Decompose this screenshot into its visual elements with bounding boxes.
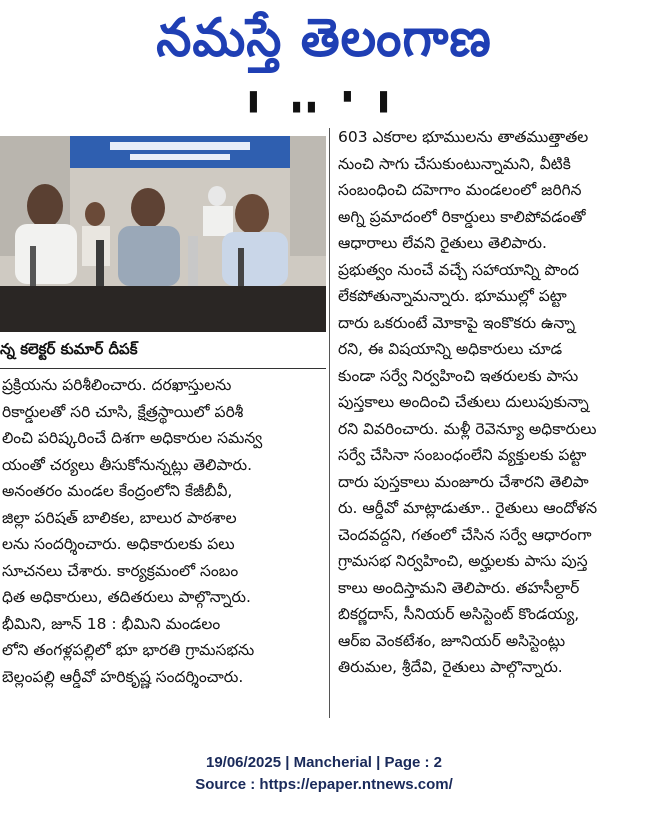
article-line: పుస్తకాలు అందించి చేతులు దులుపుకున్నా	[338, 393, 589, 411]
article-line: అనంతరం మండల కేంద్రంలోని కేజీబీవీ,	[2, 482, 233, 500]
article-line: లను సందర్శించారు. అధికారులకు పలు	[2, 535, 235, 553]
page-footer	[0, 752, 648, 796]
article-line: దారు ఒకరుంటే మోకాపై ఇంకొకరు ఉన్నా	[338, 313, 576, 332]
article-line: సర్వే చేసినా సంబంధంలేని వ్యక్తులకు పట్టా	[338, 446, 587, 464]
article-line: లోని తంగళ్లపల్లిలో భూ భారతి గ్రామసభను	[2, 641, 255, 659]
officials-meeting-image	[0, 136, 326, 332]
article-line: తిరుమల, శ్రీదేవి, రైతులు పాల్గొన్నారు.	[338, 658, 563, 676]
article-line: రు. ఆర్డీవో మాట్లాడుతూ.. రైతులు ఆందోళన	[338, 499, 598, 517]
article-line: ధిత అధికారులు, తదితరులు పాల్గొన్నారు.	[2, 588, 251, 606]
article-line: కాలు అందిస్తామని తెలిపారు. తహసీల్దార్	[338, 578, 580, 597]
article-line: ఆధారాలు లేవని రైతులు తెలిపారు.	[338, 234, 547, 252]
article-line: చెందవద్దని, గతంలో చేసిన సర్వే ఆధారంగా	[338, 525, 592, 544]
article-line: యంతో చర్యలు తీసుకోనున్నట్లు తెలిపారు.	[2, 455, 253, 474]
article-line: నుంచి సాగు చేసుకుంటున్నామని, వీటికి	[338, 154, 571, 173]
article-line: లేకపోతున్నామన్నారు. భూముల్లో పట్టా	[338, 287, 567, 305]
photo-caption: న్న కలెక్టర్ కుమార్ దీపక్	[0, 340, 138, 358]
news-photo	[0, 136, 326, 332]
article-line: రికార్డులతో సరి చూసి, క్షేత్రస్థాయిలో పరిశీ	[2, 402, 244, 421]
caption-divider	[0, 368, 326, 369]
article-line: సూచనలు చేశారు. కార్యక్రమంలో సంబం	[2, 561, 239, 580]
article-line: రని వివరించారు. మళ్లీ రెవెన్యూ అధికారులు	[338, 419, 597, 438]
article-line: 603 ఎకరాల భూములను తాతముత్తాతల	[338, 128, 589, 146]
article-line: గ్రామసభ నిర్వహించి, అర్హులకు పాసు పుస్త	[338, 552, 588, 570]
footer-date-edition: 19/06/2025 | Mancherial | Page : 2	[205, 754, 443, 771]
column-divider	[329, 128, 330, 718]
article-line: లించి పరిష్కరించే దిశగా అధికారుల సమన్వ	[2, 429, 263, 447]
article-line: బెల్లంపల్లి ఆర్డీవో హరికృష్ణ సందర్శించారు.	[2, 667, 244, 686]
torn-headline-fragment: ▌ ▗▖ ▘ ▌	[250, 92, 403, 113]
article-line: దారు పుస్తకాలు మంజూరు చేశారని తెలిపా	[338, 472, 589, 491]
article-line: సంబంధించి దహెగాం మండలంలో జరిగిన	[338, 181, 582, 199]
masthead-title: నమస్తే తెలంగాణ	[156, 6, 492, 68]
article-line: భీమిని, జూన్ 18 : భీమిని మండలం	[2, 614, 221, 633]
article-line: ఆర్ఐ వెంకటేశం, జూనియర్ అసిస్టెంట్లు	[338, 631, 566, 650]
masthead	[0, 0, 648, 88]
article-line: జిల్లా పరిషత్ బాలికల, బాలుర పాఠశాల	[2, 508, 237, 527]
article-line: బికర్ణదాస్, సీనియర్ అసిస్టెంట్ కొండయ్య,	[338, 605, 580, 623]
article-left-column	[2, 372, 324, 712]
article-line: కుండా సర్వే నిర్వహించి ఇతరులకు పాసు	[338, 366, 579, 385]
article-right-column	[338, 124, 638, 714]
article-line: ప్రభుత్వం నుంచే వచ్చే సహాయాన్ని పొంద	[338, 260, 579, 279]
article-line: ప్రక్రియను పరిశీలించారు. దరఖాస్తులను	[2, 376, 232, 394]
footer-source-link[interactable]: Source : https://epaper.ntnews.com/	[195, 776, 453, 793]
article-line: రని, ఈ విషయాన్ని అధికారులు చూడ	[338, 340, 563, 358]
article-line: అగ్ని ప్రమాదంలో రికార్డులు కాలిపోవడంతో	[338, 207, 586, 226]
